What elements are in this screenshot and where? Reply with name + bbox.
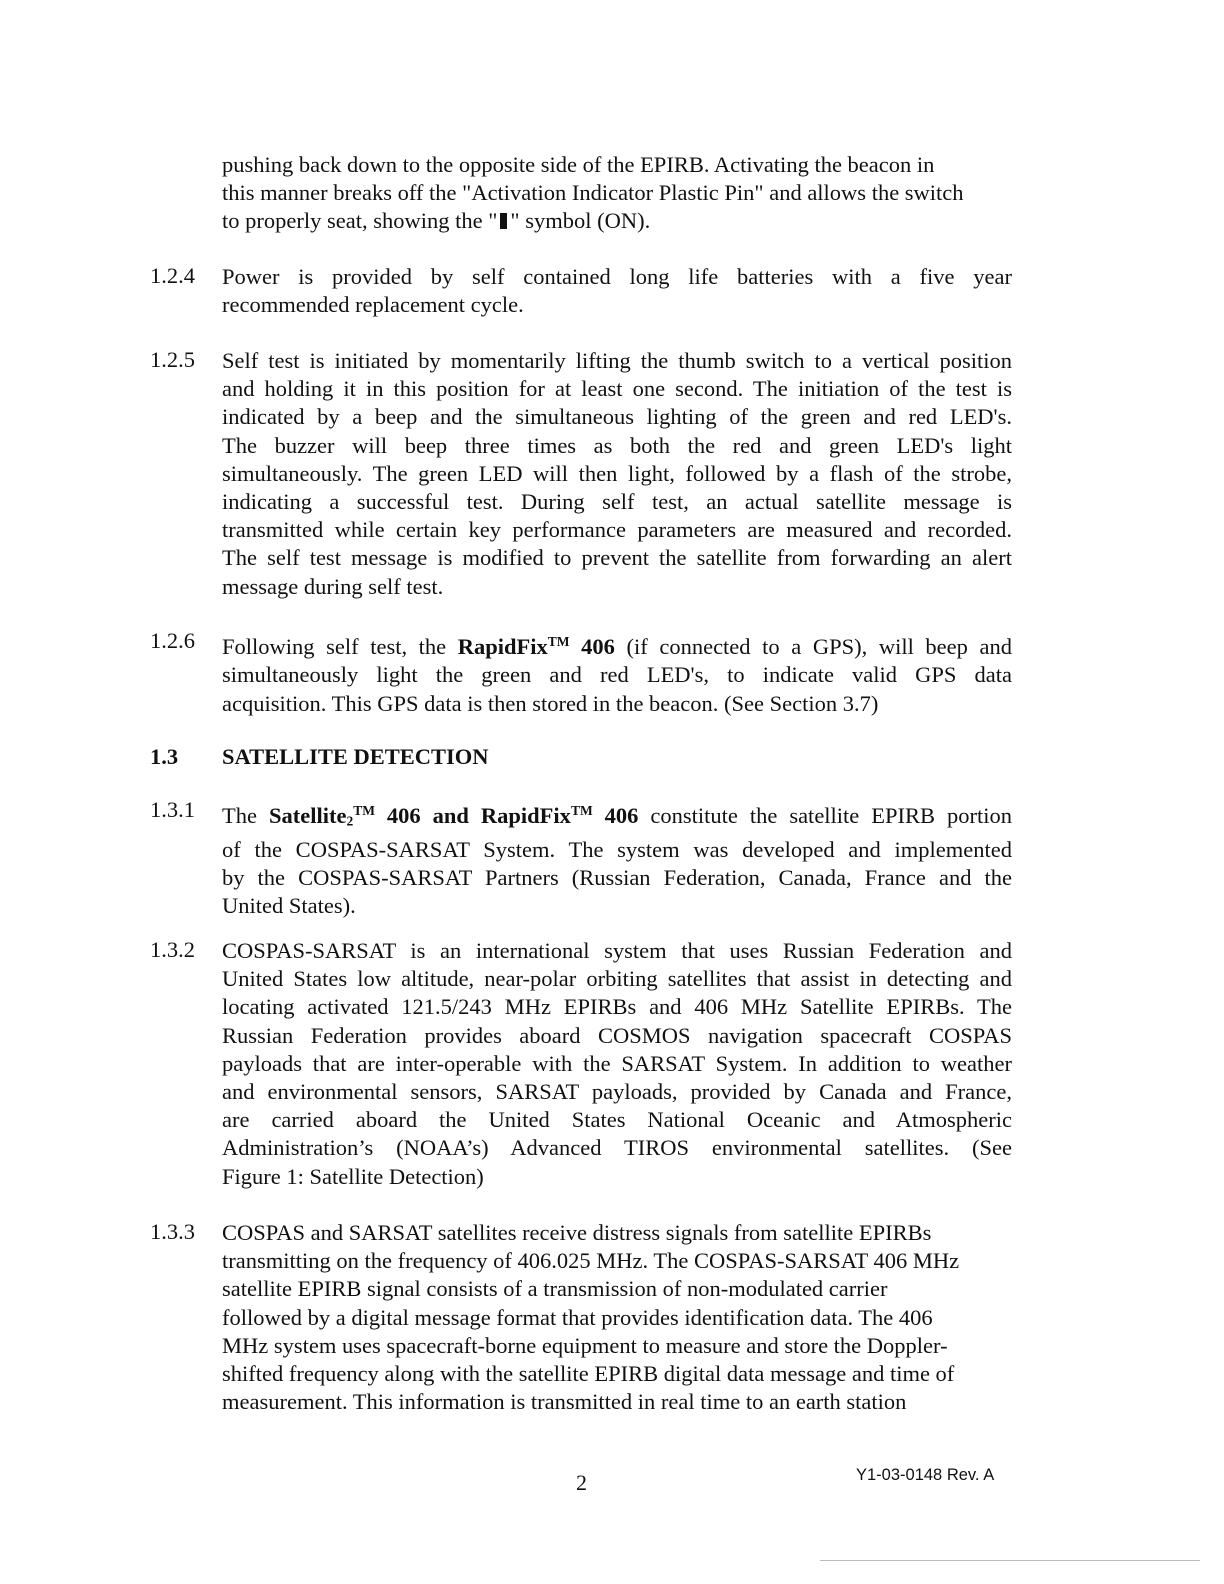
text-line: shifted frequency along with the satellite EPIRB digital data message and time of <box>222 1361 955 1387</box>
section-1-3-1 <box>150 797 1020 921</box>
section-1-2-4 <box>150 263 1020 319</box>
text-line: simultaneously. The green LED will then light, followed by a flash of the strobe, <box>222 460 1012 486</box>
section-text <box>222 263 1012 319</box>
product-name: Satellite <box>268 803 347 829</box>
section-1-2-6 <box>150 628 1020 718</box>
text-line: The self test message is modified to prevent the satellite from forwarding an alert <box>222 545 1012 571</box>
text-line: this manner breaks off the "Activation Indicator Plastic Pin" and allows the switch <box>222 180 964 206</box>
text-line: indicated by a beep and the simultaneous lighting of the green and red LED's. <box>222 404 1012 430</box>
text-line: COSPAS and SARSAT satellites receive distress signals from satellite EPIRBs <box>222 1220 932 1245</box>
text-line: Russian Federation provides aboard COSMOS navigation spacecraft COSPAS <box>222 1022 1012 1048</box>
text-line: acquisition. This GPS data is then stored in the beacon. (See Section 3.7) <box>222 690 879 716</box>
section-1-3-3 <box>150 1219 1020 1416</box>
section-number: 1.2.6 <box>150 628 195 653</box>
text-line: of the COSPAS-SARSAT System. The system was developed and implemented <box>222 836 1012 862</box>
text-line: satellite EPIRB signal consists of a transmission of non-modulated carrier <box>222 1276 888 1302</box>
text-line: and environmental sensors, SARSAT payloads, provided by Canada and France, <box>222 1079 1012 1105</box>
heading-title: SATELLITE DETECTION <box>222 744 489 769</box>
text-line <box>222 628 1012 661</box>
section-text <box>222 347 1012 601</box>
trademark-mark: TM <box>353 803 375 818</box>
text-line: followed by a digital message format that provides identification data. The 406 <box>222 1304 933 1330</box>
section-text <box>222 937 1012 1191</box>
scan-artifact-line <box>820 1560 1200 1561</box>
text-line <box>222 797 1012 836</box>
section-1-3-2 <box>150 937 1020 1191</box>
text-line: recommended replacement cycle. <box>222 292 524 318</box>
trademark-mark: TM <box>547 634 570 649</box>
text-line: by the COSPAS-SARSAT Partners (Russian Federation, Canada, France and the <box>222 865 1012 891</box>
text-line: Figure 1: Satellite Detection) <box>222 1163 484 1189</box>
intro-paragraph <box>222 151 1012 236</box>
section-number: 1.2.5 <box>150 347 195 372</box>
text-line: United States). <box>222 893 356 919</box>
text-fragment: Following self test, the <box>222 634 458 660</box>
text-line: pushing back down to the opposite side of the EPIRB. Activating the beacon in <box>222 152 935 177</box>
text-line: Self test is initiated by momentarily lifting the thumb switch to a vertical position <box>222 348 1012 373</box>
text-line <box>222 207 1012 235</box>
section-1-2-5 <box>150 347 1020 601</box>
text-line: indicating a successful test. During self test, an actual satellite message is <box>222 489 1012 515</box>
text-line: transmitted while certain key performance parameters are measured and recorded. <box>222 517 1012 543</box>
text-line: COSPAS-SARSAT is an international system that uses Russian Federation and <box>222 938 1012 963</box>
section-number: 1.3.3 <box>150 1219 195 1244</box>
section-number: 1.3.2 <box>150 937 195 962</box>
page-number: 2 <box>576 1470 587 1495</box>
on-symbol-icon <box>500 213 507 229</box>
text-line: payloads that are inter-operable with the SARSAT System. In addition to weather <box>222 1050 1012 1076</box>
text-line: Administration’s (NOAA’s) Advanced TIROS environmental satellites. (See <box>222 1135 1012 1161</box>
text-fragment: The <box>222 803 269 829</box>
text-line: measurement. This information is transmitted in real time to an earth station <box>222 1389 907 1415</box>
text-line: and holding it in this position for at least one second. The initiation of the test is <box>222 376 1012 402</box>
text-line: locating activated 121.5/243 MHz EPIRBs and 406 MHz Satellite EPIRBs. The <box>222 994 1012 1020</box>
text-line: MHz system uses spacecraft-borne equipment to measure and store the Doppler- <box>222 1332 948 1358</box>
product-name: RapidFix <box>457 634 548 660</box>
text-fragment: to properly seat, showing the " <box>222 208 498 234</box>
subscript: 2 <box>346 813 354 829</box>
text-line: Power is provided by self contained long life batteries with a five year <box>222 264 1012 289</box>
trademark-mark: TM <box>570 803 593 818</box>
text-fragment: " symbol (ON). <box>510 208 651 234</box>
section-text <box>222 628 1012 718</box>
section-text <box>222 797 1012 921</box>
section-number: 1.2.4 <box>150 263 195 288</box>
section-text <box>222 1219 1012 1416</box>
text-line: United States low altitude, near-polar orbiting satellites that assist in detecting and <box>222 966 1012 992</box>
text-line: The buzzer will beep three times as both the red and green LED's light <box>222 432 1012 458</box>
text-line: transmitting on the frequency of 406.025 MHz. The COSPAS-SARSAT 406 MHz <box>222 1248 960 1274</box>
text-line: message during self test. <box>222 573 444 599</box>
product-name: 406 <box>592 803 639 829</box>
text-fragment: (if connected to a GPS), will beep and <box>614 634 1012 660</box>
product-name: 406 and RapidFix <box>374 803 571 829</box>
text-line: are carried aboard the United States National Oceanic and Atmospheric <box>222 1107 1012 1133</box>
document-id: Y1-03-0148 Rev. A <box>856 1466 995 1484</box>
section-number: 1.3.1 <box>150 797 195 822</box>
text-line: simultaneously light the green and red LED's, to indicate valid GPS data <box>222 662 1012 688</box>
text-fragment: constitute the satellite EPIRB portion <box>638 803 1013 829</box>
product-name: 406 <box>569 634 615 660</box>
heading-number: 1.3 <box>150 744 179 769</box>
